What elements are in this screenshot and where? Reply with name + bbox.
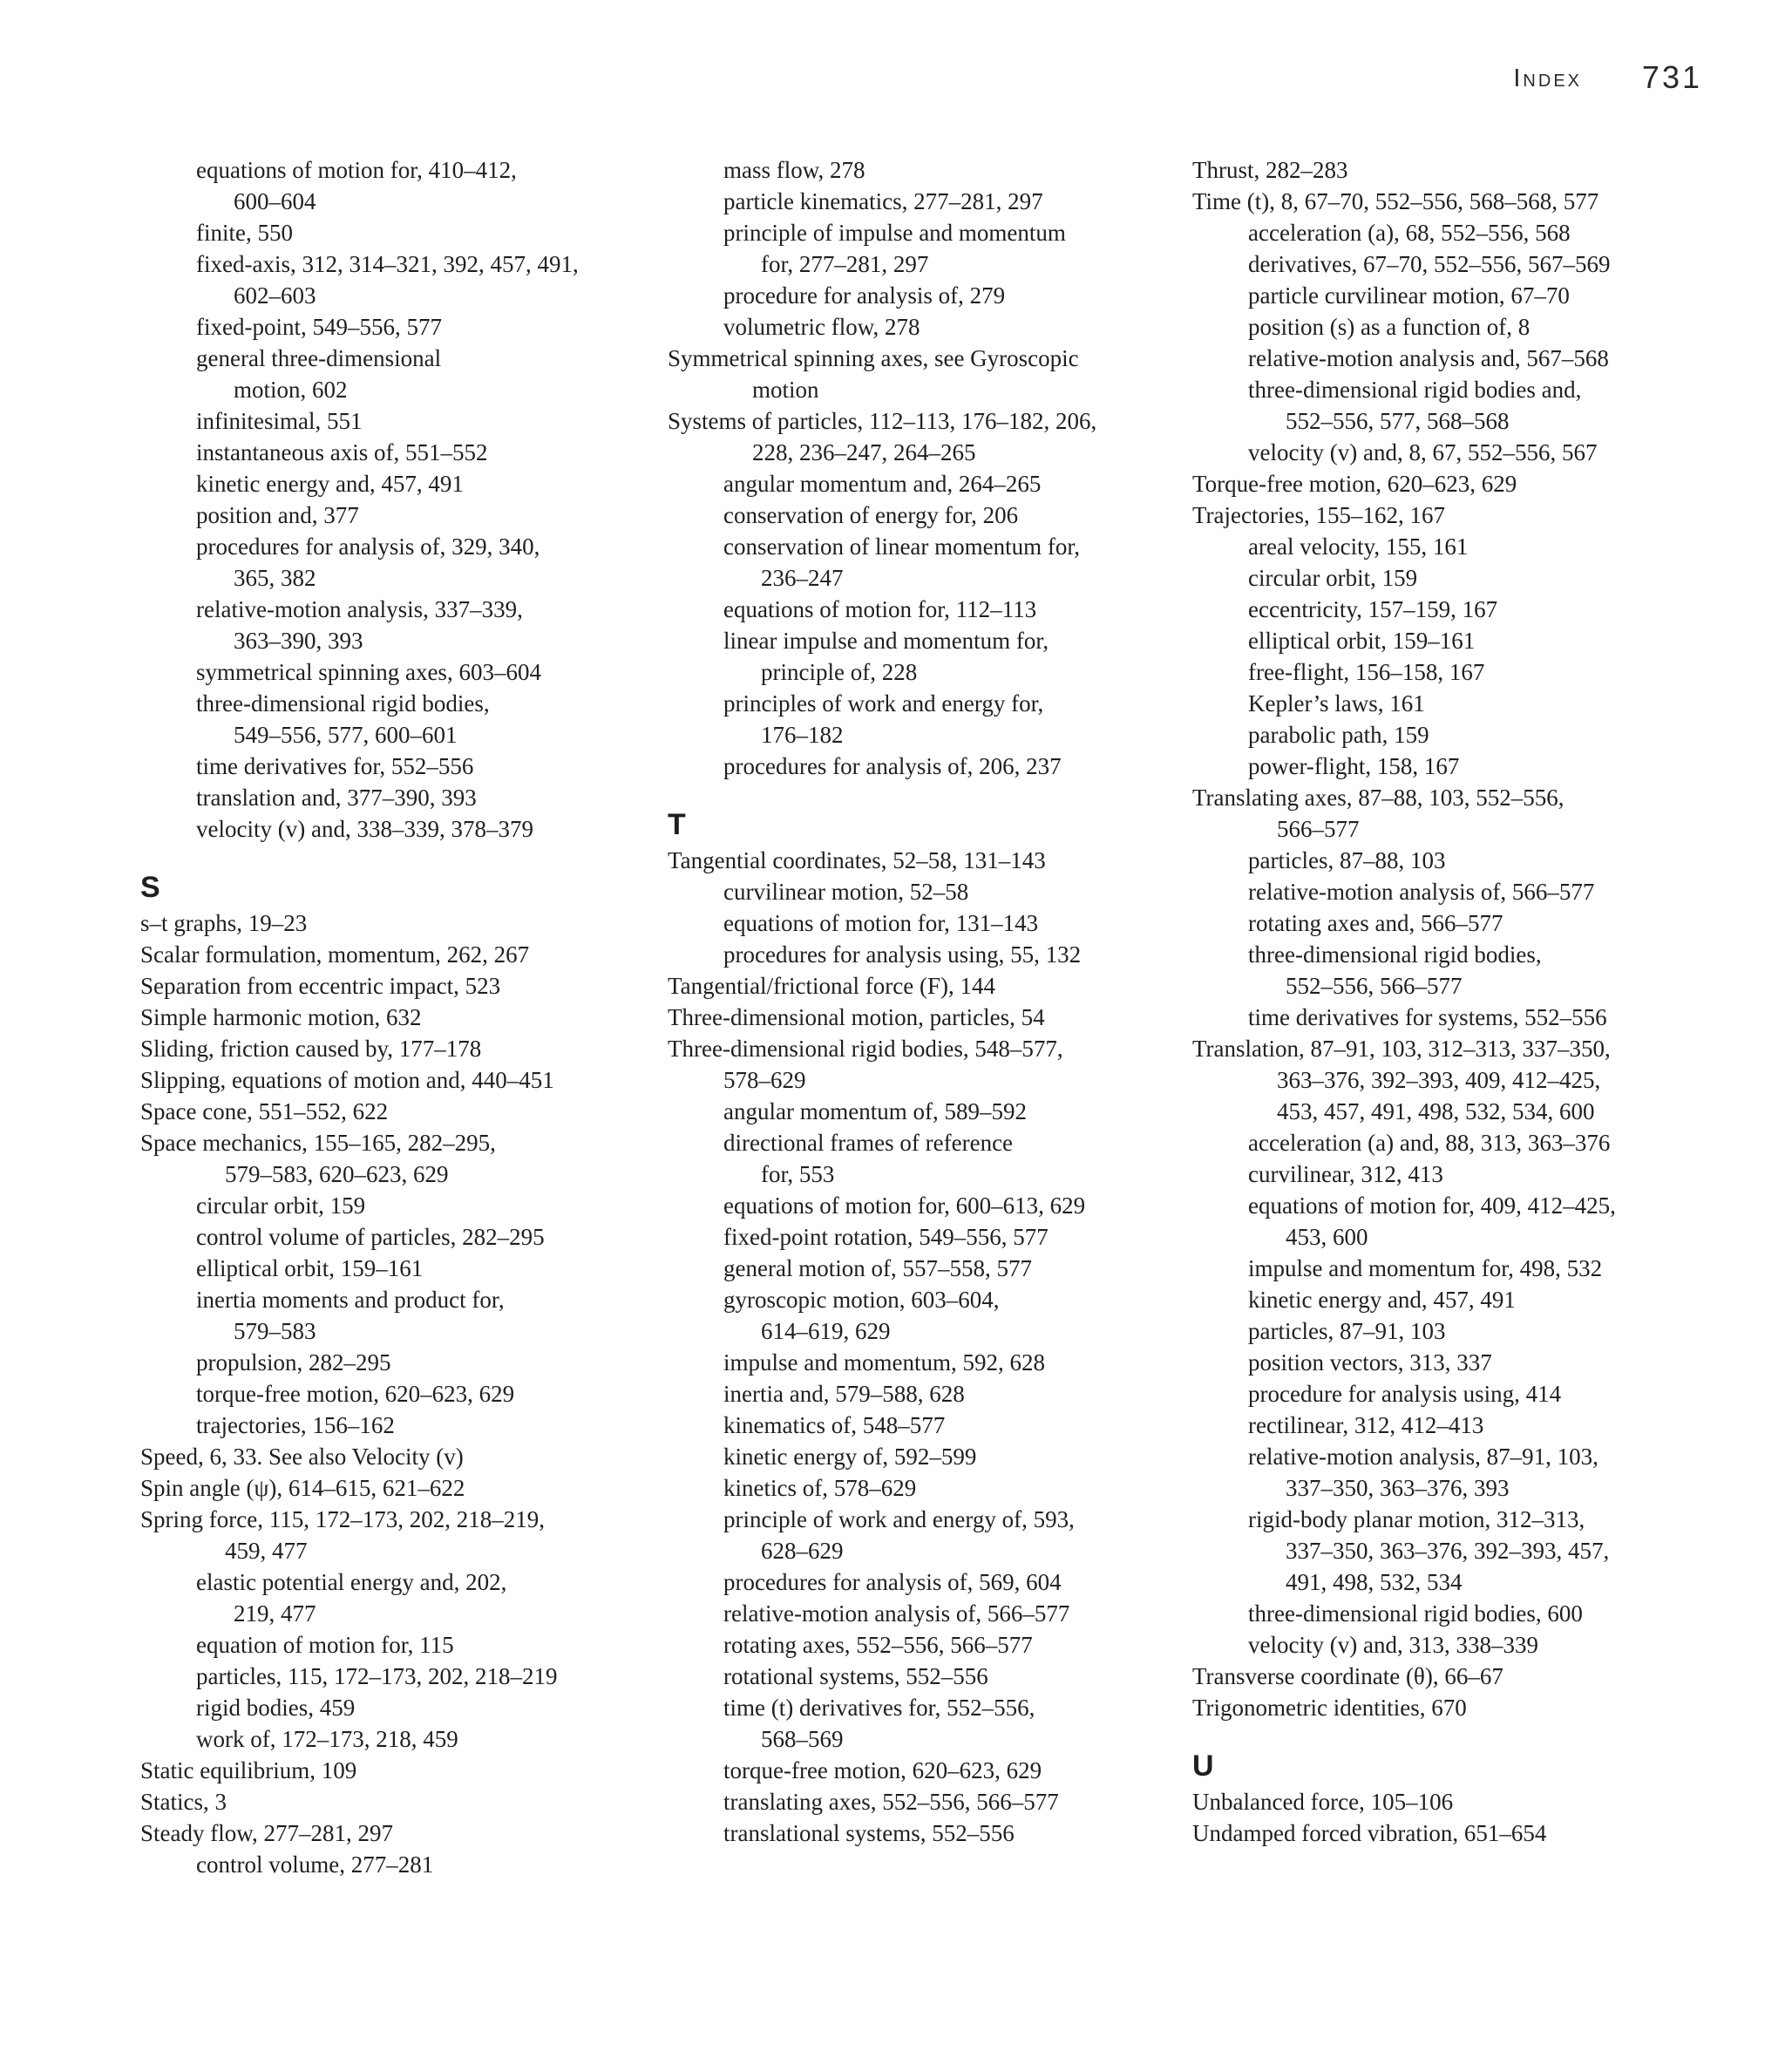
index-subentry: conservation of energy for, 206	[723, 502, 1019, 528]
index-subentry: particles, 87–91, 103	[1248, 1318, 1446, 1344]
index-subentry: kinetics of, 578–629	[723, 1475, 917, 1501]
index-subentry: impulse and momentum, 592, 628	[723, 1349, 1045, 1376]
index-subentry: areal velocity, 155, 161	[1248, 533, 1469, 560]
index-subentry: power-flight, 158, 167	[1248, 753, 1460, 779]
index-continuation: 568–569	[761, 1726, 844, 1752]
index-entry: Static equilibrium, 109	[140, 1757, 357, 1783]
index-entry: Translating axes, 87–88, 103, 552–556,	[1192, 785, 1564, 811]
index-subentry: procedures for analysis of, 569, 604	[723, 1569, 1062, 1595]
index-subentry: infinitesimal, 551	[196, 408, 363, 434]
index-entry: Speed, 6, 33. See also Velocity (v)	[140, 1444, 464, 1470]
index-subentry: position and, 377	[196, 502, 359, 528]
index-entry: Undamped forced vibration, 651–654	[1192, 1820, 1547, 1846]
index-subentry: angular momentum and, 264–265	[723, 471, 1042, 497]
index-entry: Tangential coordinates, 52–58, 131–143	[668, 847, 1046, 873]
index-subentry: derivatives, 67–70, 552–556, 567–569	[1248, 251, 1611, 277]
index-subentry: velocity (v) and, 313, 338–339	[1248, 1632, 1538, 1658]
index-subentry: equations of motion for, 409, 412–425,	[1248, 1192, 1616, 1219]
index-subentry: kinematics of, 548–577	[723, 1412, 946, 1438]
section-letter: T	[668, 808, 686, 841]
index-subentry: three-dimensional rigid bodies and,	[1248, 377, 1582, 403]
index-continuation: for, 277–281, 297	[761, 251, 929, 277]
index-subentry: gyroscopic motion, 603–604,	[723, 1287, 1000, 1313]
index-subentry: rotating axes and, 566–577	[1248, 910, 1503, 936]
index-subentry: directional frames of reference	[723, 1130, 1014, 1156]
index-column-3	[1192, 154, 1680, 1849]
index-subentry: relative-motion analysis and, 567–568	[1248, 345, 1609, 371]
index-subentry: equation of motion for, 115	[196, 1632, 454, 1658]
index-subentry: linear impulse and momentum for,	[723, 628, 1049, 654]
index-subentry: mass flow, 278	[723, 157, 865, 183]
index-continuation: principle of, 228	[761, 659, 918, 685]
index-entry: Simple harmonic motion, 632	[140, 1004, 422, 1030]
index-column-2	[668, 154, 1156, 1849]
index-continuation: 453, 457, 491, 498, 532, 534, 600	[1277, 1098, 1595, 1124]
index-subentry: procedures for analysis of, 206, 237	[723, 753, 1062, 779]
index-subentry: kinetic energy and, 457, 491	[1248, 1287, 1516, 1313]
index-entry: Tangential/frictional force (F), 144	[668, 973, 995, 999]
index-entry: Scalar formulation, momentum, 262, 267	[140, 941, 530, 968]
index-subentry: procedure for analysis of, 279	[723, 282, 1006, 309]
index-continuation: 552–556, 566–577	[1286, 973, 1463, 999]
index-continuation: 600–604	[234, 188, 316, 214]
index-entry: Symmetrical spinning axes, see Gyroscopic	[668, 345, 1079, 371]
page-number: 731	[1641, 59, 1702, 95]
index-subentry: general motion of, 557–558, 577	[723, 1255, 1032, 1281]
index-subentry: finite, 550	[196, 220, 293, 246]
index-continuation: 365, 382	[234, 565, 316, 591]
index-subentry: acceleration (a), 68, 552–556, 568	[1248, 220, 1571, 246]
index-entry: Torque-free motion, 620–623, 629	[1192, 471, 1517, 497]
index-continuation: 566–577	[1277, 816, 1360, 842]
index-subentry: symmetrical spinning axes, 603–604	[196, 659, 541, 685]
index-continuation: 602–603	[234, 282, 316, 309]
index-subentry: time derivatives for, 552–556	[196, 753, 474, 779]
index-subentry: relative-motion analysis, 87–91, 103,	[1248, 1444, 1598, 1470]
index-continuation: 552–556, 577, 568–568	[1286, 408, 1510, 434]
index-subentry: acceleration (a) and, 88, 313, 363–376	[1248, 1130, 1611, 1156]
index-subentry: particles, 87–88, 103	[1248, 847, 1446, 873]
index-subentry: fixed-point, 549–556, 577	[196, 314, 442, 340]
index-subentry: impulse and momentum for, 498, 532	[1248, 1255, 1603, 1281]
index-continuation: motion, 602	[234, 377, 348, 403]
index-continuation: 579–583	[234, 1318, 316, 1344]
index-subentry: relative-motion analysis of, 566–577	[723, 1600, 1070, 1627]
index-subentry: velocity (v) and, 338–339, 378–379	[196, 816, 533, 842]
index-subentry: position vectors, 313, 337	[1248, 1349, 1492, 1376]
index-subentry: Kepler’s laws, 161	[1248, 690, 1425, 717]
index-entry: Thrust, 282–283	[1192, 157, 1348, 183]
index-continuation: 459, 477	[225, 1538, 308, 1564]
index-subentry: procedures for analysis using, 55, 132	[723, 941, 1082, 968]
index-entry: Translation, 87–91, 103, 312–313, 337–350,	[1192, 1036, 1611, 1062]
index-subentry: propulsion, 282–295	[196, 1349, 391, 1376]
index-subentry: time (t) derivatives for, 552–556,	[723, 1695, 1035, 1721]
index-subentry: circular orbit, 159	[196, 1192, 366, 1219]
index-entry: Three-dimensional motion, particles, 54	[668, 1004, 1045, 1030]
index-subentry: position (s) as a function of, 8	[1248, 314, 1530, 340]
index-continuation: for, 553	[761, 1161, 835, 1187]
section-letter: S	[140, 871, 160, 904]
index-subentry: time derivatives for systems, 552–556	[1248, 1004, 1607, 1030]
index-entry: Time (t), 8, 67–70, 552–556, 568–568, 577	[1192, 188, 1599, 214]
index-subentry: rectilinear, 312, 412–413	[1248, 1412, 1484, 1438]
index-continuation: 453, 600	[1286, 1224, 1368, 1250]
index-subentry: procedures for analysis of, 329, 340,	[196, 533, 540, 560]
index-continuation: 363–376, 392–393, 409, 412–425,	[1277, 1067, 1601, 1093]
index-subentry: torque-free motion, 620–623, 629	[723, 1757, 1042, 1783]
index-subentry: three-dimensional rigid bodies, 600	[1248, 1600, 1583, 1627]
index-subentry: torque-free motion, 620–623, 629	[196, 1381, 515, 1407]
index-subentry: 578–629	[723, 1067, 806, 1093]
index-entry: Trajectories, 155–162, 167	[1192, 502, 1445, 528]
index-subentry: elliptical orbit, 159–161	[196, 1255, 424, 1281]
index-subentry: volumetric flow, 278	[723, 314, 920, 340]
index-subentry: conservation of linear momentum for,	[723, 533, 1081, 560]
index-subentry: general three-dimensional	[196, 345, 442, 371]
index-subentry: rotating axes, 552–556, 566–577	[723, 1632, 1033, 1658]
index-subentry: translating axes, 552–556, 566–577	[723, 1789, 1059, 1815]
index-subentry: parabolic path, 159	[1248, 722, 1429, 748]
index-subentry: circular orbit, 159	[1248, 565, 1418, 591]
index-subentry: control volume, 277–281	[196, 1851, 434, 1878]
index-entry: Statics, 3	[140, 1789, 227, 1815]
index-continuation: motion	[752, 377, 819, 403]
index-continuation: 491, 498, 532, 534	[1286, 1569, 1463, 1595]
index-subentry: three-dimensional rigid bodies,	[196, 690, 490, 717]
index-entry: Three-dimensional rigid bodies, 548–577,	[668, 1036, 1063, 1062]
index-subentry: three-dimensional rigid bodies,	[1248, 941, 1542, 968]
index-subentry: principles of work and energy for,	[723, 690, 1044, 717]
index-subentry: relative-motion analysis of, 566–577	[1248, 879, 1595, 905]
index-subentry: equations of motion for, 410–412,	[196, 157, 517, 183]
index-subentry: angular momentum of, 589–592	[723, 1098, 1027, 1124]
index-subentry: instantaneous axis of, 551–552	[196, 439, 488, 465]
index-subentry: free-flight, 156–158, 167	[1248, 659, 1485, 685]
index-subentry: equations of motion for, 112–113	[723, 596, 1037, 622]
index-subentry: rotational systems, 552–556	[723, 1663, 988, 1689]
index-continuation: 219, 477	[234, 1600, 316, 1627]
index-subentry: inertia and, 579–588, 628	[723, 1381, 965, 1407]
index-subentry: particle curvilinear motion, 67–70	[1248, 282, 1570, 309]
running-head: Index	[1513, 65, 1582, 92]
index-subentry: rigid-body planar motion, 312–313,	[1248, 1506, 1585, 1532]
index-subentry: translation and, 377–390, 393	[196, 785, 477, 811]
index-subentry: equations of motion for, 600–613, 629	[723, 1192, 1086, 1219]
index-entry: Systems of particles, 112–113, 176–182, 206,	[668, 408, 1097, 434]
index-column-1	[140, 154, 628, 1880]
index-continuation: 614–619, 629	[761, 1318, 891, 1344]
index-continuation: 176–182	[761, 722, 844, 748]
index-entry: Transverse coordinate (θ), 66–67	[1192, 1663, 1503, 1689]
index-continuation: 549–556, 577, 600–601	[234, 722, 458, 748]
index-subentry: procedure for analysis using, 414	[1248, 1381, 1562, 1407]
index-continuation: 363–390, 393	[234, 628, 363, 654]
index-subentry: control volume of particles, 282–295	[196, 1224, 545, 1250]
page-header	[0, 59, 1785, 103]
index-entry: Separation from eccentric impact, 523	[140, 973, 501, 999]
index-continuation: 628–629	[761, 1538, 844, 1564]
index-entry: Trigonometric identities, 670	[1192, 1695, 1467, 1721]
index-subentry: eccentricity, 157–159, 167	[1248, 596, 1498, 622]
index-subentry: translational systems, 552–556	[723, 1820, 1015, 1846]
index-subentry: kinetic energy and, 457, 491	[196, 471, 464, 497]
index-subentry: elastic potential energy and, 202,	[196, 1569, 507, 1595]
index-subentry: elliptical orbit, 159–161	[1248, 628, 1476, 654]
index-subentry: kinetic energy of, 592–599	[723, 1444, 977, 1470]
index-subentry: particles, 115, 172–173, 202, 218–219	[196, 1663, 558, 1689]
index-subentry: principle of impulse and momentum	[723, 220, 1066, 246]
index-entry: Spring force, 115, 172–173, 202, 218–219,	[140, 1506, 545, 1532]
index-subentry: curvilinear, 312, 413	[1248, 1161, 1443, 1187]
index-continuation: 337–350, 363–376, 393	[1286, 1475, 1510, 1501]
index-subentry: velocity (v) and, 8, 67, 552–556, 567	[1248, 439, 1598, 465]
index-continuation: 228, 236–247, 264–265	[752, 439, 976, 465]
index-subentry: curvilinear motion, 52–58	[723, 879, 969, 905]
index-entry: Spin angle (ψ), 614–615, 621–622	[140, 1475, 465, 1501]
index-entry: Space mechanics, 155–165, 282–295,	[140, 1130, 496, 1156]
index-continuation: 337–350, 363–376, 392–393, 457,	[1286, 1538, 1610, 1564]
index-entry: Unbalanced force, 105–106	[1192, 1789, 1454, 1815]
index-entry: Steady flow, 277–281, 297	[140, 1820, 393, 1846]
index-subentry: fixed-point rotation, 549–556, 577	[723, 1224, 1049, 1250]
index-continuation: 236–247	[761, 565, 844, 591]
index-entry: s–t graphs, 19–23	[140, 910, 308, 936]
index-subentry: rigid bodies, 459	[196, 1695, 356, 1721]
index-continuation: 579–583, 620–623, 629	[225, 1161, 449, 1187]
index-subentry: equations of motion for, 131–143	[723, 910, 1039, 936]
index-subentry: principle of work and energy of, 593,	[723, 1506, 1075, 1532]
index-subentry: work of, 172–173, 218, 459	[196, 1726, 458, 1752]
index-entry: Sliding, friction caused by, 177–178	[140, 1036, 482, 1062]
index-subentry: particle kinematics, 277–281, 297	[723, 188, 1043, 214]
index-entry: Space cone, 551–552, 622	[140, 1098, 389, 1124]
section-letter: U	[1192, 1749, 1214, 1783]
index-subentry: fixed-axis, 312, 314–321, 392, 457, 491,	[196, 251, 579, 277]
index-subentry: inertia moments and product for,	[196, 1287, 505, 1313]
index-subentry: relative-motion analysis, 337–339,	[196, 596, 523, 622]
index-entry: Slipping, equations of motion and, 440–451	[140, 1067, 554, 1093]
index-subentry: trajectories, 156–162	[196, 1412, 395, 1438]
